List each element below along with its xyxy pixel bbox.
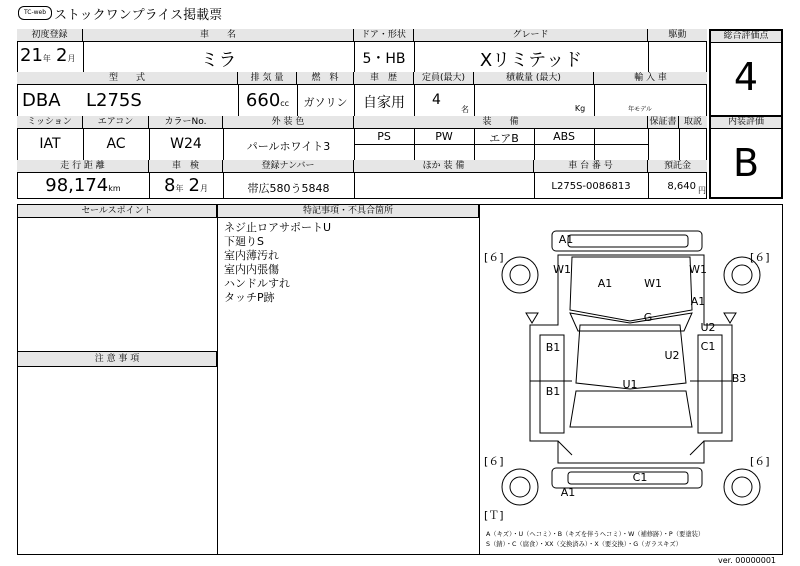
label-plate: 登録ナンバー [223, 160, 354, 172]
deposit-unit: 円 [698, 186, 706, 195]
mark-u2-right: U2 [700, 321, 716, 334]
label-grade: グレード [414, 29, 648, 41]
label-first-reg: 初度登録 [17, 29, 83, 41]
label-sales-point: セールスポイント [18, 205, 217, 218]
label-notes: 特記事項・不具合箇所 [218, 205, 479, 218]
tire-label-bl: [６] [484, 455, 504, 468]
label-car-name: 車 名 [83, 29, 354, 41]
label-history: 車 歴 [354, 72, 414, 84]
label-inspection: 車 検 [149, 160, 223, 172]
plate-value: 帯広580う5848 [247, 182, 330, 195]
label-warranty: 保証書 [648, 116, 679, 128]
import-note: 年モデル [628, 106, 652, 113]
logo-text: TC-web [23, 9, 47, 16]
mark-b3: B3 [731, 372, 747, 385]
mark-a1-top: A1 [558, 233, 574, 246]
label-door-shape: ドア・形状 [354, 29, 414, 41]
trunk-label: [Ｔ] [484, 509, 504, 522]
logo [18, 6, 52, 20]
mark-w1-center: W1 [644, 277, 662, 290]
model-prefix-value: DBA [22, 90, 61, 111]
rear-glass [570, 391, 692, 427]
inspection-value [149, 175, 223, 196]
fuel-value: ガソリン [303, 96, 348, 109]
label-color-no: カラーNo. [149, 116, 223, 128]
tire-label-br: [６] [750, 455, 770, 468]
mark-u1: U1 [622, 378, 638, 391]
tire-front-left [502, 257, 538, 293]
label-fuel: 燃 料 [297, 72, 354, 84]
displacement-unit: cc [280, 99, 290, 108]
reg-year: 21 [20, 45, 43, 66]
equip-pw: PW [435, 130, 453, 143]
label-aircon: エアコン [83, 116, 149, 128]
exterior-color-value: パールホワイト3 [246, 140, 331, 153]
rear-bumper [552, 468, 702, 488]
mark-a1-center: A1 [597, 277, 613, 290]
label-capacity: 定員(最大) [414, 72, 474, 84]
note-item: 下廻りS [224, 235, 264, 248]
label-caution: 注 意 事 項 [18, 352, 217, 367]
label-manual: 取説 [679, 116, 707, 128]
label-equipment: 装 備 [354, 116, 648, 128]
label-chassis-no: 車 台 番 号 [534, 160, 648, 172]
version-text: ver. 00000001 [718, 556, 777, 565]
front-bumper [552, 231, 702, 251]
mark-b1-lower: B1 [545, 385, 561, 398]
label-interior-grade: 内装評価 [711, 117, 781, 129]
hood [570, 257, 692, 321]
capacity-value: 4 [432, 92, 441, 108]
note-item: 室内薄汚れ [224, 249, 279, 262]
mark-u2-center: U2 [664, 349, 680, 362]
note-item: ネジ止ロアサポートU [224, 221, 332, 234]
page-title: ストックワンプライス掲載票 [54, 8, 223, 23]
mileage-unit: km [108, 184, 121, 193]
label-other-equip: ほか 装 備 [354, 160, 534, 172]
windshield [570, 313, 692, 331]
deposit-value: 8,640 [667, 181, 696, 192]
front-grille [568, 235, 688, 247]
equip-airbag: エアB [489, 132, 519, 145]
body-outline [530, 255, 732, 463]
mark-a1-bottom: A1 [560, 486, 576, 499]
label-deposit: 預託金 [648, 160, 707, 172]
mission-value: IAT [39, 136, 61, 152]
overall-grade-value: 4 [733, 55, 759, 99]
reg-year-unit: 年 [42, 54, 51, 63]
mileage-number: 98,174 [45, 175, 109, 196]
interior-grade-value: B [732, 141, 760, 185]
history-value: 自家用 [363, 95, 405, 111]
equip-abs: ABS [553, 130, 575, 143]
mark-w1-right: W1 [689, 263, 707, 276]
mark-a1-right: A1 [690, 295, 706, 308]
legend-line-2: S（錆）・C（腐食）・XX（交換済み）・X（要交換）・G（ガラスキズ） [486, 541, 682, 548]
reg-month: 2 [56, 45, 68, 66]
note-item: ハンドルすれ [224, 277, 290, 290]
label-import: 輸 入 車 [594, 72, 707, 84]
capacity-unit: 名 [461, 105, 469, 114]
label-model: 型 式 [17, 72, 238, 84]
mark-g: G [643, 311, 653, 324]
label-load: 積載量 (最大) [474, 72, 594, 84]
label-displacement: 排 気 量 [238, 72, 297, 84]
insp-month-unit: 月 [200, 184, 208, 193]
mark-w1-left: W1 [553, 263, 571, 276]
mark-c1-right: C1 [700, 340, 716, 353]
mark-c1-bottom: C1 [632, 471, 648, 484]
insp-month: 2 [188, 175, 200, 196]
door-shape-value: 5・HB [362, 51, 406, 67]
label-mileage: 走 行 距 離 [17, 160, 149, 172]
tire-rear-right [724, 469, 760, 505]
insp-year-unit: 年 [175, 184, 184, 193]
equip-ps: PS [377, 130, 391, 143]
label-mission: ミッション [17, 116, 83, 128]
load-unit: Kg [574, 104, 586, 113]
note-item: 室内内張傷 [224, 263, 279, 276]
car-name-value: ミラ [200, 50, 237, 71]
tire-label-tl: [６] [484, 251, 504, 264]
tire-rear-left [502, 469, 538, 505]
legend-line-1: A（キズ）・U（ヘコミ）・B（キズを伴うヘコミ）・W（補修跡）・P（要塗装） [486, 531, 705, 538]
tire-label-tr: [６] [750, 251, 770, 264]
mileage-value [17, 175, 149, 196]
reg-month-unit: 月 [67, 54, 76, 63]
model-value: L275S [86, 90, 142, 111]
displacement-number: 660 [245, 90, 281, 111]
first-reg-value [20, 45, 82, 66]
label-exterior-color: 外 装 色 [223, 116, 354, 128]
aircon-value: AC [106, 136, 126, 152]
grade-value: Xリミテッド [479, 50, 583, 71]
chassis-no-value: L275S-0086813 [551, 181, 631, 192]
car-diagram [480, 205, 782, 554]
notes-list [224, 221, 331, 305]
displacement-value [238, 90, 297, 111]
rear-garnish [568, 472, 688, 484]
mark-b1-upper: B1 [545, 341, 561, 354]
insp-year: 8 [164, 175, 176, 196]
label-overall-grade: 総合評価点 [711, 31, 781, 43]
note-item: タッチP跡 [224, 291, 275, 304]
label-drive: 駆動 [648, 29, 707, 41]
color-no-value: W24 [170, 136, 202, 152]
